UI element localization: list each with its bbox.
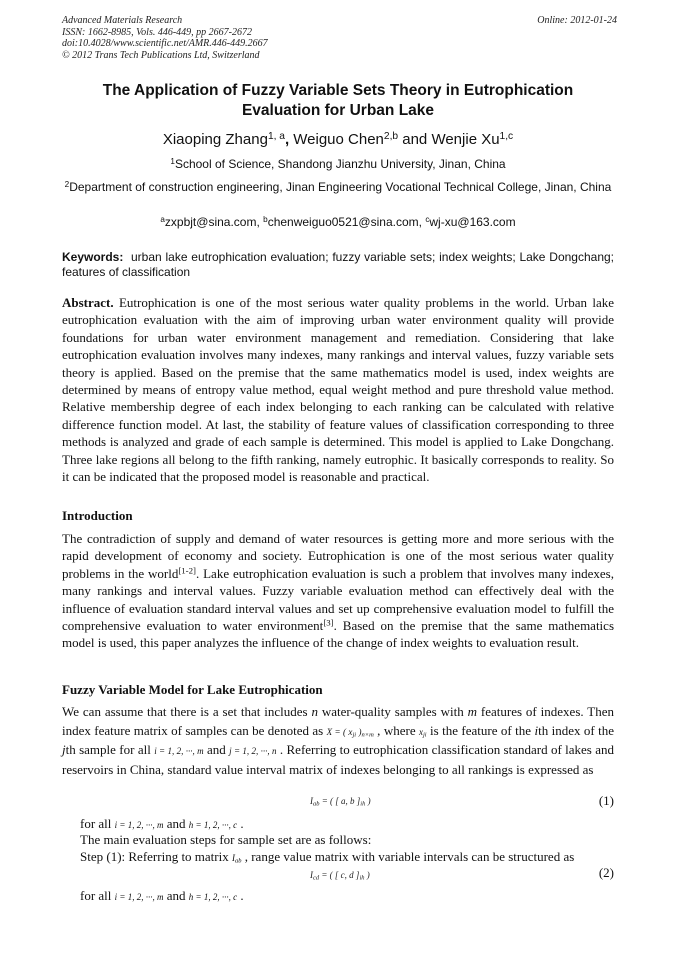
math-expr: X = ( x: [326, 726, 353, 737]
math-sub: ab: [235, 857, 242, 865]
issn-line: ISSN: 1662-8985, Vols. 446-449, pp 2667-2672: [62, 26, 252, 38]
model-text: features of indexes. Then index feature matrix of samples can be denoted as: [62, 704, 614, 738]
email-line: [62, 215, 614, 230]
email-mark: b: [263, 214, 268, 224]
model-text: , where: [373, 722, 419, 738]
model-text: .: [237, 816, 244, 831]
affiliation-text: School of Science, Shandong Jianzhu University, Jinan, China: [174, 157, 506, 171]
intro-text: . Lake eutrophication evaluation is such a problem that involves many indexes, many rankings and interval values. Fuzzy variable evaluation method can effectively deal with the influence of evaluation standard interval values and set up comprehensive evaluation model to fulfill the comprehensive evaluation to water environment: [62, 565, 614, 634]
math-sub: ih: [360, 800, 366, 808]
email-link[interactable]: chenweiguo0521@sina.com,: [267, 215, 426, 229]
model-text: . Referring to eutrophication classification standard of lakes and reservoirs in China, standard value interval matrix of indexes belonging to all rankings is expressed as: [62, 742, 615, 777]
author-affiliation-mark: 1,c: [499, 130, 514, 142]
math-expr: ): [364, 870, 370, 880]
email-mark: a: [160, 214, 165, 224]
keywords-text: urban lake eutrophication evaluation; fuzzy variable sets; index weights; Lake Dongchang; features of classification: [62, 250, 615, 279]
paper-title: The Application of Fuzzy Variable Sets Theory in Eutrophication Evaluation for Urban Lake: [102, 82, 574, 119]
online-date: Online: 2012-01-24: [537, 15, 617, 26]
math-sub: n×m: [361, 731, 374, 739]
steps-intro: The main evaluation steps for sample set are as follows:: [80, 832, 372, 847]
abstract: [62, 294, 614, 485]
email-link[interactable]: wj-xu@163.com: [429, 215, 516, 229]
math-sub: cd: [313, 874, 320, 882]
author-affiliation-mark: 2,b: [383, 130, 399, 142]
author-separator: ,: [284, 131, 294, 148]
math-var: i: [534, 722, 539, 738]
math-range: h = 1, 2, ···, c: [188, 892, 238, 902]
affiliation-mark: 1: [170, 156, 175, 166]
math-expr: = ( [ c, d ]: [319, 870, 360, 880]
math-expr: ): [356, 726, 362, 737]
math-range: i = 1, 2, ···, m: [114, 820, 164, 830]
model-text: We can assume that there is a set that includes: [62, 704, 312, 719]
email-link[interactable]: zxpbjt@sina.com,: [164, 215, 264, 229]
math-range: i = 1, 2, ···, m: [154, 746, 204, 756]
feature-symbol: [419, 727, 427, 737]
journal-header: [62, 15, 617, 61]
index-matrix-expression: [327, 727, 374, 737]
math-var: m: [467, 704, 477, 719]
math-expr: ): [365, 796, 371, 806]
model-text: th index of the: [538, 722, 615, 738]
math-sub: ih: [359, 874, 365, 882]
author-separator: and: [398, 131, 432, 148]
model-text: th sample for all: [65, 742, 155, 757]
math-var: j: [62, 742, 66, 757]
model-text: , range value matrix with variable intervals can be structured as: [241, 849, 575, 864]
section-heading-model: Fuzzy Variable Model for Lake Eutrophication: [62, 682, 323, 697]
equation-2: [310, 870, 370, 880]
model-text: Step (1): Referring to matrix: [80, 849, 232, 864]
model-text: for all: [80, 888, 115, 903]
section-heading-introduction: Introduction: [62, 508, 133, 523]
math-expr: I: [310, 870, 313, 880]
model-paragraph: [62, 703, 614, 779]
author-name: Weiguo Chen: [293, 131, 384, 148]
citation[interactable]: [3]: [323, 617, 334, 628]
math-sub: ab: [313, 800, 320, 808]
author-name: Wenjie Xu: [431, 131, 500, 148]
math-range: h = 1, 2, ···, c: [188, 820, 238, 830]
math-expr: = ( [ a, b ]: [319, 796, 361, 806]
citation[interactable]: [1-2]: [178, 565, 196, 576]
keywords-label: Keywords:: [62, 250, 124, 264]
abstract-text: Eutrophication is one of the most serious water quality problems in the world. Urban lake eutrophication evaluation with the aim of improving urban water environment quality will provide foundations for urban water environment management and remediation. Considering that lake eutrophication evaluation involves many indexes, many rankings and interval values, fuzzy variable sets theory is applied. Based on the premise that the same mathematics model is used, index weights are determined by means of entropy value method, equal weight method and pure threshold value method. Relative membership degree of each index belonging to each ranking can be calculated with relative difference function model. At last, the stability of feature values of classification corresponding to three methods is analyzed and grade of each sample is determined. This model is applied to Lake Dongchang. Three lake regions all belong to the fifth ranking, namely eutrophic. It basically corresponds to reality. So it can be indicated that the proposed model is reasonable and practical.: [62, 295, 615, 485]
model-text: for all: [80, 816, 115, 831]
affiliation-text: Department of construction engineering, Jinan Engineering Vocational Technical College, Jinan, China: [69, 180, 612, 194]
abstract-label: Abstract.: [62, 295, 114, 310]
doi-line: doi:10.4028/www.scientific.net/AMR.446-449.2667: [62, 38, 268, 49]
intro-text: The contradiction of supply and demand of water resources is getting more and more serious with the rapid development of economy and society. Eutrophication is one of the most serious water quality problems in the world: [62, 531, 614, 581]
math-expr: I: [310, 796, 313, 806]
math-expr: x: [419, 726, 423, 737]
math-sub: ji: [423, 731, 427, 739]
journal-name: Advanced Materials Research: [62, 15, 183, 26]
math-range: i = 1, 2, ···, m: [114, 892, 164, 902]
model-text: .: [237, 888, 244, 903]
math-expr: I: [232, 853, 235, 863]
equation-number: (2): [598, 865, 614, 880]
affiliation-mark: 2: [64, 179, 70, 189]
equation-number: (1): [598, 793, 614, 808]
affiliation-2: [62, 180, 614, 195]
model-text: and: [163, 816, 189, 831]
keywords: [62, 250, 614, 280]
equation-2-condition: [80, 887, 614, 906]
math-var: n: [311, 704, 318, 719]
author-list: [62, 130, 614, 150]
intro-text: . Based on the premise that the same mathematics model is used, this paper analyzes the influence of the change of index weights to evaluation result.: [62, 618, 614, 651]
affiliation-1: [62, 157, 614, 172]
equation-1: [310, 796, 371, 806]
math-sub: ji: [352, 731, 357, 739]
author-name: Xiaoping Zhang: [162, 131, 268, 148]
introduction-paragraph: [62, 530, 614, 652]
email-mark: c: [425, 214, 430, 224]
step-1: [80, 848, 614, 867]
model-text: and: [203, 742, 230, 757]
model-text: water-quality samples with: [317, 704, 468, 719]
copyright-line: © 2012 Trans Tech Publications Ltd, Switzerland: [62, 49, 260, 61]
author-affiliation-mark: 1, a: [267, 130, 285, 142]
model-text: is the feature of the: [426, 722, 532, 738]
math-range: j = 1, 2, ···, n: [229, 746, 277, 756]
model-text: and: [163, 888, 189, 903]
